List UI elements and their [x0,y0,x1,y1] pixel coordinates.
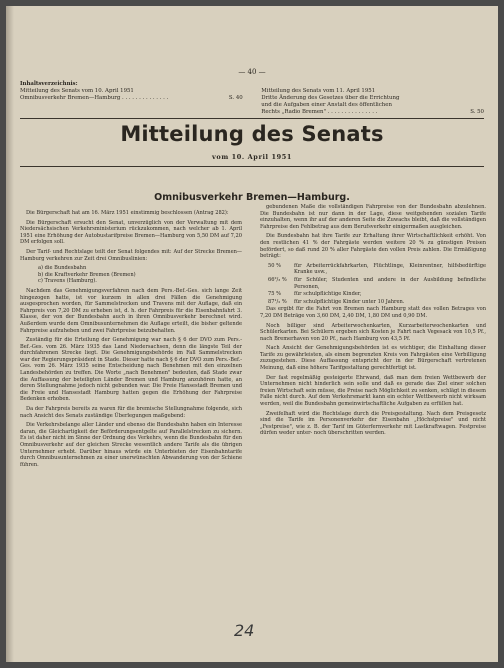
toc-entry: und die Aufgaben einer Anstalt des öffentlichen [261,102,392,108]
divider-title [20,166,484,167]
discount-row: 50 % für Arbeiterrückfahrkarten, Flüchtlinge, Kleinrentner, hilfsbedürftige Kranke usw., [268,262,486,276]
paragraph: Der Tarif- und Rechtslage teilt der Senat folgendes mit: Auf der Strecke Bremen—Hamburg verkehren zur Zeit drei Omnibuslinien: [20,248,242,262]
toc-entry: Mitteilung des Senats vom 10. April 1951 [20,88,134,94]
paragraph: Der fast regelmäßig gesteigerte Ehrwand, daß man dem freien Wettbewerb der Unternehmen nicht hinderlich sein solle und daß es gerade das Ziel einer solchen freien Wirtschaft sein müsse, die Preise nach Möglichkeit zu senken, schlägt in diesem Falle nicht durch. Auf dem Verkehrsmarkt kann ein echter Wettbewerb nicht wirksam werden, weil die Bundesbahn gemeinwirtschaftliche Aufgaben zu erfüllen hat. [260,374,486,408]
left-column [20,210,242,471]
paragraph: Nachdem das Genehmigungsverfahren nach dem Pers.-Bef.-Ges. sich lange Zeit hingezogen hatte, ist vor kurzem in allen drei Fällen die Genehmigung ausgesprochen worden, für Sammelstrecken und Travens mit der Auflage, daß ein Fahrpreis von 7,20 DM zu erheben ist, d. h. der Fahrpreis für die Eisenbahnfahrt 3. Klasse, der von der Bundesbahn auch in ihren Omnibusverkehr berechnet wird. Außerdem wurde dem Omnibusunternehmen die Auflage erteilt, die bisher geltende Fahrpreise aufzuheben und zwei Fahrtpreise beizubehalten. [20,287,242,334]
paragraph: Zuständig für die Erteilung der Genehmigung war nach § 6 der DVO zum Pers.-Bef.-Ges. vom 26. März 1935 das Land Niedersachsen, denn die längste Teil der durchfahrenen Strecke liegt. Die Genehmigungsbehörde im Fall Sammelstrecken war der Regierungspräsident in Stade. Dieser hatte nach § 6 der DVO zum Pers.-Bef.-Ges. vom 26. März 1935 seine Entscheidung nach Benehmen mit den einzelnen Landesbehörden zu treffen. Die Worte „nach Benehmen" bedeuten, daß Stade zwar die Auffassung der beteiligten Länder Bremen und Hamburg anzuhören hatte, an deren Stellungnahme jedoch nicht gebunden war. Die Freie Hansestadt Bremen und die Freie und Hansestadt Hamburg hatten gegen die Erhöhung der Fahrpreise Bedenken erhoben. [20,337,242,403]
divider-top [20,118,484,119]
paragraph: Nach Ansicht der Genehmigungsbehörden ist es wichtiger, die Einhaltung dieser Tarife zu gewährleisten, als einem begrenzten Kreis von Fahrgästen eine Verbilligung zuzugestehen. Diese Auffassung entspricht der in der Bürgerschaft vertretenen Meinung, daß eine höhere Tarifgestaltung gerechtfertigt ist. [260,345,486,372]
toc-entry: Dritte Änderung des Gesetzes über die Errichtung [261,95,400,101]
document-subtitle: vom 10. April 1951 [212,153,292,161]
paragraph: Noch billiger sind Arbeiterwochenkarten, Kurzarbeiterwochenkarten und Schülerkarten. Bei Schülern ergeben sich Kosten je Fahrt nach Vegesack von 10,5 Pf., nach Bremerhaven von 20 Pf., nach Hamburg von 43,5 Pf. [260,322,486,342]
document-page [6,6,498,662]
document-title: Mitteilung des Senats [120,122,384,146]
toc-right-column [261,88,484,116]
page-binding-shadow [6,6,14,662]
list-item: b) die Kraftverkehr Bremen (Bremen) [38,271,136,278]
paragraph: gebundenen Maße die vollständigen Fahrpreise von der Bundesbahn abzulehnen. Die Bundesbahn ist nur dann in der Lage, diese weitgehenden sozialen Tarife einzuhalten, wenn ihr auf der anderen Seite die Zuwachs bleibt, daß die vollständigen Fahrpreise den Fehlbetrag aus dem Berufsverkehr einigermaßen ausgleichen. [260,204,486,230]
toc-entry: Rechts „Radio Bremen" . . . . . . . . . . . . . . . S. 50 [261,109,484,115]
discount-row: 87¹/₂ % für schulpflichtige Kinder unter 10 Jahren. [268,298,405,305]
discount-row: 75 % für schulpflichtige Kinder, [268,291,362,298]
right-column [260,204,486,440]
toc-entry: Omnibusverkehr Bremen—Hamburg . . . . . . . . . . . . . . S. 40 [20,95,243,101]
section-title: Omnibusverkehr Bremen—Hamburg. [154,192,350,203]
paragraph: Da der Fahrpreis bereits zu waren für die bremische Stellungnahme folgende, sich nach Ansicht des Senats zuständige Überlegungen maßgebend: [20,406,242,419]
table-of-contents [20,81,484,116]
handwritten-page-number: 24 [234,621,255,640]
paragraph: Das ergibt für die Fahrt von Bremen nach Hamburg statt des vollen Betrages von 7,20 DM Beträge von 3,60 DM, 2,40 DM, 1,80 DM und 0,90 DM. [260,306,486,319]
discount-list [260,263,486,306]
list-item: a) die Bundesbahn [38,265,87,272]
paragraph: Die Bürgerschaft hat am 16. März 1951 einstimmig beschlossen (Antrag 282): [26,210,229,216]
toc-heading: Inhaltsverzeichnis: [20,81,78,87]
toc-left-column [20,88,243,116]
operator-list [38,265,242,285]
paragraph: Die Bundesbahn hat ihre Tarife zur Erhaltung ihrer Wirtschaftlichkeit erhöht. Von den restlichen 41 % der Fahrgäste werden weitere 20 % zu günstigen Preisen befördert, so daß rund 20 % aller Fahrgäste den vollen Preis zahlen. Die Ermäßigung beträgt: [260,233,486,260]
paragraph: Die Verkehrsbelange aller Länder und ebenso die Bundesbahn haben ein Interesse daran, die Gleichartigkeit der Beförderungsentgelte auf Parallelstrecken zu sichern. Es ist daher nicht im Sinne der Ordnung des Verkehrs, wenn die Bundesbahn für den Omnibusverkehr auf der gleichen Strecke wesentlich andere Tarife als die übrigen Unternehmer erhebt. Darüber hinaus würde ein Unterbieten der Eisenbahntarife durch Omnibusunternehmen zu einer unerwünschten Abwanderung von der Schiene führen. [20,422,242,468]
page-number: — 40 — [238,68,266,76]
paragraph: Die Bürgerschaft ersucht den Senat, unverzüglich von der Verwaltung mit dem Niedersächsischen Verkehrsministerium rückzukommen, nach welcher ab 1. April 1951 eine Erhöhung der Autobustarifpreise Bremen—Hamburg von 5,50 DM auf 7,20 DM erfolgen soll. [20,219,243,246]
discount-row: 66²/₃ % für Schüler, Studenten und andere in der Ausbildung befindliche Personen, [268,276,486,290]
paragraph: Zweifelhaft wird die Rechtslage durch die Preisgestaltung. Nach dem Preisgesetz sind die Tarife im Personenverkehr der Eisenbahn „Höchstpreise" und nicht „Festpreise", wie z. B. der Tarif im Güterfernverkehr mit Lastkraftwagen. Festpreise dürfen weder unter- noch überschritten werden. [260,410,486,437]
list-item: c) Travens (Hamburg). [38,278,97,285]
toc-entry: Mitteilung des Senats vom 11. April 1951 [261,88,376,94]
